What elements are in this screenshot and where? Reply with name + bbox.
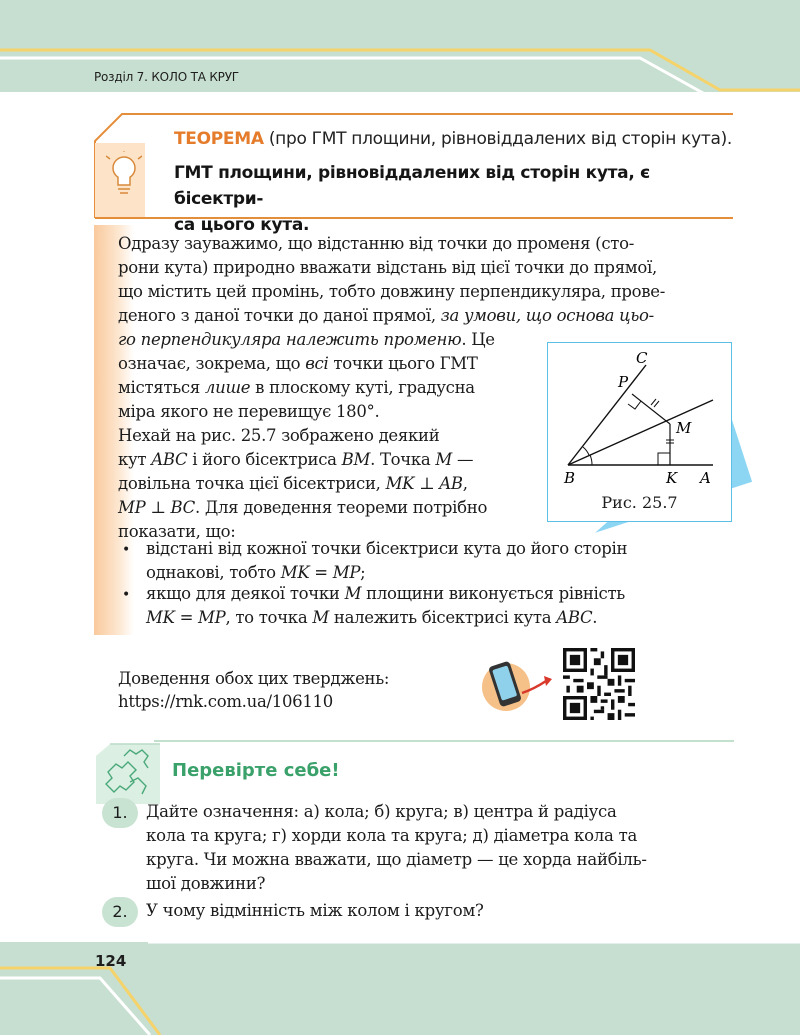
question-line: кола та круга; г) хорди кола та круга; д) діаметра кола та	[146, 826, 638, 845]
text-run: кут	[118, 450, 152, 469]
phone-scan-icon	[482, 655, 554, 715]
text-run: довільна точка цієї бісектриси,	[118, 474, 386, 493]
body-line: міра якого не перевищує 180°.	[118, 402, 380, 421]
bullet-line	[146, 563, 365, 582]
body-line: що містить цей промінь, тобто довжину перпендикуляра, прове-	[118, 282, 666, 301]
text-run-italic: BM	[341, 450, 371, 469]
text-run-italic: ABC	[556, 608, 593, 627]
text-run: належить бісектрисі кута	[328, 608, 557, 627]
theorem-statement-line: ГМТ площини, рівновіддалених від сторін кута, є бісектри-	[174, 163, 650, 209]
label-P: P	[618, 373, 629, 391]
header-rule	[154, 740, 734, 742]
label-K: K	[666, 469, 678, 483]
question-line: круга. Чи можна вважати, що діаметр — це хорда найбіль-	[146, 850, 647, 869]
text-run: однакові, тобто	[146, 563, 281, 582]
text-run-italic: MK = MP	[280, 563, 361, 582]
text-run-italic: M	[344, 584, 362, 603]
body-line: Одразу зауважимо, що відстанню від точки до променя (сто-	[118, 234, 634, 253]
label-A: A	[700, 469, 711, 483]
theorem-keyword: ТЕОРЕМА	[174, 129, 264, 149]
text-run: . Точка	[370, 450, 436, 469]
section-header: Розділ 7. КОЛО ТА КРУГ	[94, 70, 239, 84]
text-run: , то точка	[225, 608, 313, 627]
theorem-subtitle: (про ГМТ площини, рівновіддалених від сторін кута).	[263, 129, 733, 149]
text-run-italic: лише	[204, 378, 251, 397]
qr-code-icon[interactable]	[563, 648, 635, 720]
text-run: містяться	[118, 378, 205, 397]
text-run: . Це	[461, 330, 495, 349]
theorem-title	[174, 129, 732, 149]
question-line: У чому відмінність між колом і кругом?	[146, 901, 484, 920]
text-run-italic: MP ⊥ BC	[118, 498, 195, 517]
theorem-statement	[174, 160, 729, 238]
text-run-italic: M	[312, 608, 329, 627]
lightbulb-icon	[106, 151, 142, 203]
text-run: площини виконується рівність	[361, 584, 625, 603]
body-line	[118, 378, 475, 397]
figure-caption: Рис. 25.7	[601, 493, 678, 512]
text-run: .	[592, 608, 598, 627]
theorem-statement-line: са цього кута.	[174, 215, 310, 235]
text-run-italic: всі	[305, 354, 329, 373]
body-line: Нехай на рис. 25.7 зображено деякий	[118, 426, 440, 445]
text-run-italic: ABC	[151, 450, 188, 469]
text-run-italic: M	[435, 450, 453, 469]
angle-bisector-diagram	[548, 343, 731, 483]
page-number: 124	[95, 952, 127, 970]
text-run: . Для доведення теореми потрібно	[194, 498, 488, 517]
body-line	[118, 330, 495, 349]
text-run: і його бісектриса	[187, 450, 342, 469]
question-number: 2.	[102, 897, 138, 927]
proof-link-caption: Доведення обох цих тверджень:	[118, 669, 390, 688]
bullet-line	[146, 608, 597, 627]
body-line: рони кута) природно вважати відстань від цієї точки до прямої,	[118, 258, 657, 277]
text-run: ;	[360, 563, 366, 582]
check-yourself-header	[94, 740, 734, 806]
text-run: означає, зокрема, що	[118, 354, 306, 373]
body-line	[118, 306, 654, 325]
check-title: Перевірте себе!	[172, 760, 340, 781]
theorem-box	[94, 113, 734, 235]
text-run: якщо для деякої точки	[146, 584, 345, 603]
body-line	[118, 498, 487, 517]
text-run-italic: MK ⊥ AB	[385, 474, 463, 493]
label-C: C	[636, 349, 648, 367]
text-run-italic: MK = MP	[146, 608, 226, 627]
body-line	[118, 450, 473, 469]
body-line	[118, 474, 468, 493]
question-line: Дайте означення: а) кола; б) круга; в) центра й радіуса	[146, 802, 617, 821]
text-run-italic: за умови, що основа цьо-	[440, 306, 654, 325]
proof-link-url[interactable]: https://rnk.com.ua/106110	[118, 692, 333, 711]
text-run: ,	[462, 474, 468, 493]
label-M: M	[676, 419, 692, 437]
question-line: шої довжини?	[146, 874, 266, 893]
figure-25-7	[547, 342, 732, 522]
bullet-marker: •	[122, 587, 131, 603]
label-B: B	[564, 469, 576, 483]
body-line	[118, 354, 478, 373]
text-run: точки цього ГМТ	[328, 354, 478, 373]
bullet-line	[146, 584, 625, 603]
body-line: показати, що:	[118, 522, 236, 541]
puzzle-icon	[94, 742, 160, 804]
bullet-marker: •	[122, 542, 131, 558]
text-run-italic: го перпендикуляра належить променю	[118, 330, 462, 349]
text-run: —	[452, 450, 474, 469]
text-run: деного з даної точки до даної прямої,	[118, 306, 441, 325]
bullet-line: відстані від кожної точки бісектриси кута до його сторін	[146, 539, 628, 558]
question-number: 1.	[102, 798, 138, 828]
text-run: в плоскому куті, градусна	[250, 378, 475, 397]
